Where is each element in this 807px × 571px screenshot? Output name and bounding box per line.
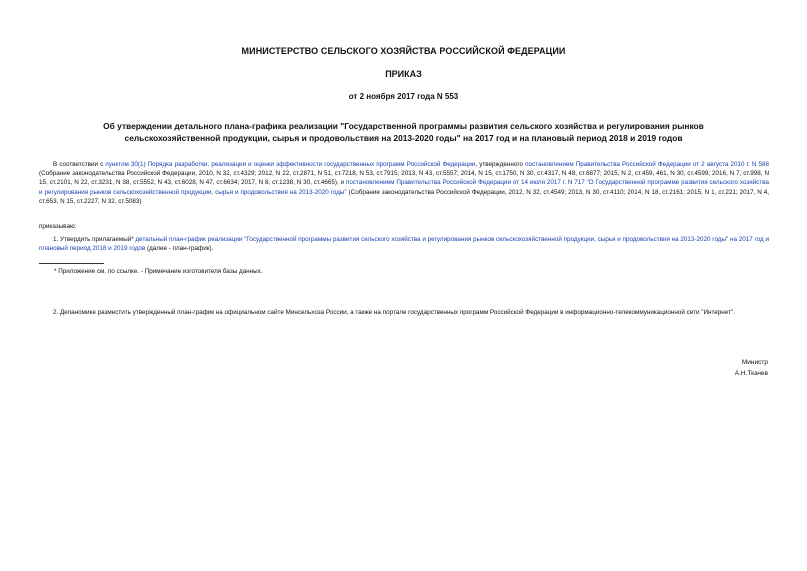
item-1-paragraph bbox=[39, 235, 769, 253]
link-resolution-588[interactable]: постановлением Правительства Российской Федерации от 2 августа 2010 г. N 588 bbox=[525, 161, 769, 168]
preamble-text-3: (Собрание законодательства Российской Федерации, 2010, N 32, ст.4329; 2012, N 22, ст.2871, N 51, ст.7218, N 53, ст.7915; 2013, N 43, ст.5557; 2014, N 15, ст.1750, N 30, ст.4317, N 48, ст.6877; 2015, N 2, ст.459, 461, N 30, ст.4599; 2016, N 7, ст.998, N 15, ст.2101, N 22, ст.3231, N 38, ст.5552, N 43, ст.6028, N 47, ст.6634; 2017, N 8, ст.1238, N 30, ст.4665), и bbox=[39, 170, 769, 187]
item-1-text-1: 1. Утвердить прилагаемый* bbox=[53, 236, 136, 243]
doc-type-heading: ПРИКАЗ bbox=[385, 69, 422, 79]
signature-position: Министр bbox=[741, 359, 768, 366]
link-detailed-plan[interactable]: детальный план-график реализации "Государственной программы развития сельского хозяйства и регулирования рынков сельскохозяйственной продукции, сырья и продовольствия на 2013-2020 годы" на 2017 год и плановый период 2018 и 2019 годов bbox=[39, 236, 769, 253]
item-1-text-2: (далее - план-график). bbox=[145, 245, 214, 253]
title-line-2: сельскохозяйственной продукции, сырья и продовольствия на 2013-2020 годы" на 2017 год и на плановый период 2018 и 2019 годов bbox=[124, 132, 683, 143]
preamble-text-1: В соответствии с bbox=[53, 161, 106, 168]
item-2-paragraph: 2. Депаномике разместить утвержденный план-график на официальном сайте Минсельхоза России, а также на портале государственных программ Российской Федерации в информационно-телекоммуникационной сети "Интернет". bbox=[53, 309, 735, 316]
date-number: от 2 ноября 2017 года N 553 bbox=[348, 92, 459, 101]
link-procedure-30-1[interactable]: пунктом 30(1) Порядка разработки, реализации и оценки эффективности государственных программ Российской Федерации bbox=[105, 161, 476, 168]
signature-name: А.Н.Ткачев bbox=[734, 370, 768, 377]
title-line-1: Об утверждении детального плана-графика реализации "Государственной программы развития сельского хозяйства и регулирования рынков bbox=[103, 121, 704, 131]
preamble-paragraph bbox=[39, 160, 769, 206]
document-title bbox=[0, 121, 807, 144]
ministry-heading: МИНИСТЕРСТВО СЕЛЬСКОГО ХОЗЯЙСТВА РОССИЙСКОЙ ФЕДЕРАЦИИ bbox=[241, 46, 566, 56]
footnote-divider bbox=[39, 263, 104, 264]
preamble-text-2: , утвержденного bbox=[475, 161, 526, 168]
link-resolution-717[interactable]: постановлением Правительства Российской Федерации от 14 июля 2017 г. N 717 "О Государственной программе развития сельского хозяйства и регулирования рынков сельскохозяйственной продукции, сырья и продовольствия на 2013-2020 годы" bbox=[39, 179, 769, 196]
order-word: приказываю: bbox=[39, 223, 77, 230]
footnote: * Приложение см. по ссылке. - Примечание изготовителя базы данных. bbox=[54, 268, 263, 275]
preamble-text-4: (Собрание законодательства Российской Федерации, 2012, N 32, ст.4549; 2013, N 30, ст.4110; 2014, N 18, ст.2161; 2015, N 1, ст.221; 2017, N 4, ст.653, N 15, ст.2227, N 32, ст.5083) bbox=[39, 188, 769, 205]
